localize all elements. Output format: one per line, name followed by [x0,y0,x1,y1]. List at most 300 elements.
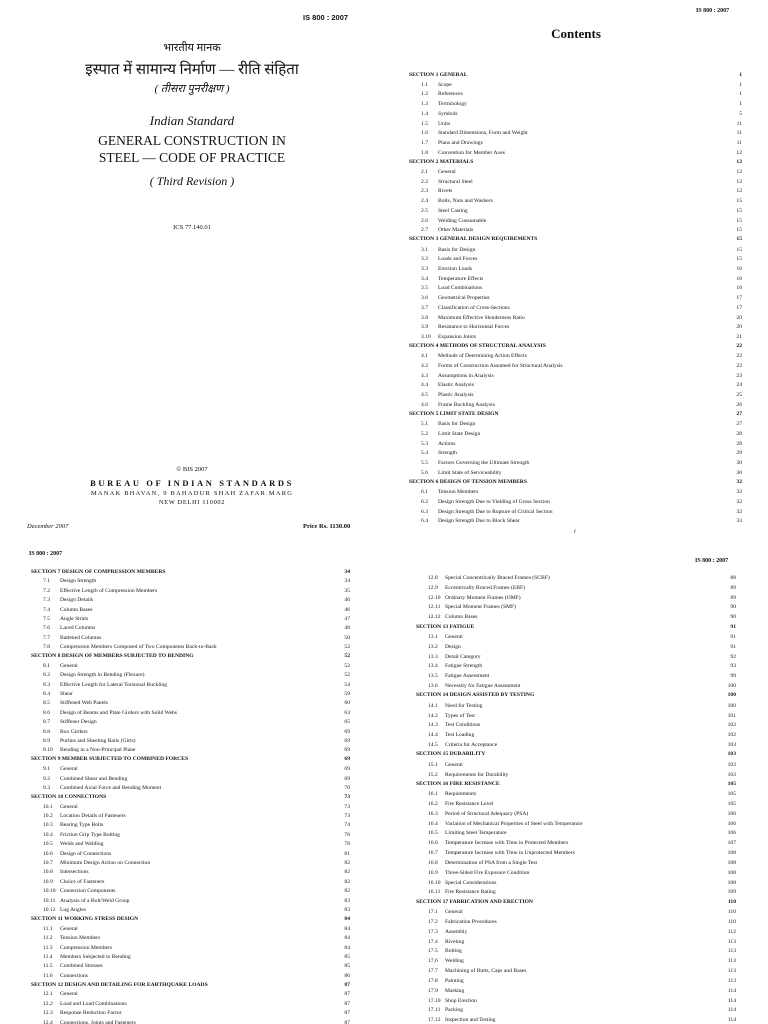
toc-entry-title: Test Conditions [445,722,481,729]
toc-entry-title: Lug Angles [60,906,86,913]
toc-page-number: 91 [730,633,736,640]
cover-header: IS 800 : 2007 [303,13,349,22]
toc-entry-title: Convention for Member Axes [438,149,505,156]
toc-entry-number: 7.1 [43,578,50,585]
toc-page-number: 105 [727,780,736,787]
toc-entry [31,785,350,791]
toc-page-number: 27 [736,421,742,428]
toc-entry-number: 10.2 [43,813,53,820]
toc-entry [416,772,736,778]
toc-entry [409,353,742,359]
toc-entry-number: 12.10 [428,594,441,601]
toc-entry-number: 17.11 [428,1007,441,1014]
toc-entry [416,595,736,601]
toc-page-number: 20 [736,314,742,321]
toc-entry [409,402,742,408]
toc-entry-title: Fire Resistance Rating [445,889,496,896]
toc-entry-title: Temperature Increase with Time in Protected Members [445,840,569,847]
contents-list-2 [31,569,350,1024]
toc-entry-title: Temperature Effects [438,275,484,282]
toc-entry-number: 6.2 [421,498,428,505]
toc-entry-title: Geometrical Properties [438,295,490,302]
toc-entry-title: Rivets [438,188,453,195]
toc-entry-title: Forms of Construction Assumed for Structural Analysis [438,363,563,370]
address-line-2: NEW DELHI 110002 [158,499,226,506]
toc-entry-title: General [60,766,78,773]
toc-entry-title: Analysis of a Bolt/Weld Group [60,897,130,904]
toc-section-heading [409,159,742,165]
page-footer-number: i [574,529,576,535]
toc-entry [409,450,742,456]
toc-page-number: 48 [344,625,350,632]
toc-entry-number: 1.7 [421,139,428,146]
toc-entry-title: Connection Components [60,888,116,895]
toc-entry-number: 17.5 [428,948,438,955]
toc-entry [409,363,742,369]
toc-entry [31,766,350,772]
toc-page-number: 24 [736,382,742,389]
toc-page-number: 59 [344,691,350,698]
toc-entry-number: 3.3 [421,266,428,273]
toc-entry-title: Inspection and Testing [445,1017,496,1024]
toc-entry [31,860,350,866]
toc-entry-title: Determination of PSA from a Single Test [445,859,538,866]
toc-entry-title: Stiffener Design [60,719,97,726]
toc-entry [416,1017,736,1023]
toc-page-number: 87 [344,1010,350,1017]
toc-entry [416,821,736,827]
toc-section-title: SECTION 8 DESIGN OF MEMBERS SUBJECTED TO BENDING [31,652,194,659]
toc-entry [416,909,736,915]
toc-entry-title: Structural Steel [438,178,473,185]
toc-entry [409,266,742,272]
toc-entry [409,140,742,146]
toc-page-number: 15 [736,246,742,253]
toc-section-title: SECTION 12 DESIGN AND DETAILING FOR EARTHQUAKE LOADS [31,981,208,988]
toc-entry [31,747,350,753]
toc-entry [31,597,350,603]
toc-page-number: 69 [344,737,350,744]
toc-page-number: 11 [736,120,742,127]
toc-entry-number: 11.5 [43,963,53,970]
toc-entry-number: 17.10 [428,997,441,1004]
toc-entry-number: 16.4 [428,820,438,827]
toc-entry-title: Welding [445,958,464,965]
toc-entry [31,578,350,584]
toc-entry [409,101,742,107]
toc-page-number: 114 [727,997,736,1004]
toc-page-number: 34 [344,578,350,585]
toc-entry-title: Combined Stresses [60,963,103,970]
toc-page-number: 50 [344,634,350,641]
toc-entry [31,738,350,744]
toc-entry-title: Maximum Effective Slenderness Ratio [438,314,525,321]
toc-entry [31,710,350,716]
toc-entry-title: Minimum Design Action on Connection [60,860,151,867]
toc-entry-number: 17.4 [428,938,438,945]
toc-entry [409,509,742,515]
toc-entry [31,644,350,650]
toc-section-heading [409,236,742,242]
toc-entry-title: Limiting Steel Temperature [445,830,507,837]
toc-page-number: 83 [344,897,350,904]
toc-page-number: 86 [344,972,350,979]
toc-page-number: 23 [736,372,742,379]
toc-entry-title: General [60,803,78,810]
page3-header: IS 800 : 2007 [29,551,63,557]
toc-entry-title: Box Girders [60,728,88,735]
toc-entry [31,832,350,838]
toc-entry-title: Steel Casting [438,207,468,214]
toc-entry [31,869,350,875]
toc-page-number: 17 [736,304,742,311]
toc-entry [416,978,736,984]
toc-entry [416,673,736,679]
toc-entry-number: 13.6 [428,683,438,690]
toc-page-number: 26 [736,401,742,408]
toc-entry-title: Assembly [445,928,468,935]
toc-entry-number: 4.5 [421,392,428,399]
toc-page-number: 35 [344,587,350,594]
toc-page-number: 103 [727,751,736,758]
toc-entry-title: Scope [438,81,452,88]
revision-label: ( Third Revision ) [149,174,235,188]
toc-entry-title: Laced Columns [60,625,96,632]
toc-entry-title: Terminology [438,101,467,108]
toc-entry [416,929,736,935]
toc-entry-title: Ordinary Moment Frames (OMF) [445,594,521,601]
toc-entry [409,227,742,233]
toc-entry [416,654,736,660]
toc-page-number: 82 [344,869,350,876]
toc-entry-title: Criteria for Acceptance [445,742,498,749]
toc-page-number: 100 [727,702,736,709]
toc-entry [31,841,350,847]
toc-entry [416,713,736,719]
toc-entry-title: Design Strength [60,578,97,585]
toc-entry [409,518,742,524]
toc-page-number: 15 [736,198,742,205]
toc-page-number: 100 [727,692,736,699]
toc-entry-number: 1.6 [421,130,428,137]
toc-page-number: 12 [736,169,742,176]
toc-entry-number: 9.2 [43,775,50,782]
toc-entry [416,830,736,836]
toc-page-number: 27 [736,411,742,418]
toc-entry-title: Units [438,120,451,127]
toc-entry [409,198,742,204]
toc-entry [416,998,736,1004]
toc-entry [416,801,736,807]
toc-page-number: 15 [736,207,742,214]
toc-entry-title: Column Bases [60,606,93,613]
toc-page-number: 5 [739,110,742,117]
toc-entry [409,208,742,214]
toc-page-number: 25 [736,392,742,399]
toc-entry-number: 6.1 [421,489,428,496]
toc-entry-title: Resistance to Horizontal Forces [438,324,510,331]
toc-entry-title: Erection Loads [438,266,473,273]
toc-entry-number: 16.9 [428,869,438,876]
toc-entry [416,850,736,856]
toc-entry-number: 17.12 [428,1017,441,1024]
toc-page-number: 92 [730,653,736,660]
toc-page-number: 100 [727,683,736,690]
toc-page-number: 114 [727,1007,736,1014]
toc-entry-title: Fabrication Procedures [445,918,497,925]
toc-entry-number: 12.12 [428,614,441,621]
toc-page-number: 12 [736,149,742,156]
contents-page-2 [0,540,384,1024]
toc-entry-title: Design Strength Due to Rupture of Critical Section [438,508,553,515]
toc-section-title: SECTION 10 CONNECTIONS [31,793,107,800]
toc-entry [409,470,742,476]
toc-entry-title: Machining of Butts, Caps and Bases [445,968,527,975]
toc-entry [409,324,742,330]
toc-entry-title: Angle Struts [60,615,89,622]
toc-section-heading [409,72,742,78]
toc-entry-number: 5.4 [421,450,428,457]
toc-section-heading [31,653,350,659]
toc-entry-title: Battened Columns [60,634,102,641]
toc-entry [416,948,736,954]
toc-page-number: 87 [344,991,350,998]
toc-entry [31,776,350,782]
toc-page-number: 106 [727,810,736,817]
toc-page-number: 106 [727,820,736,827]
toc-entry [31,625,350,631]
toc-entry [31,973,350,979]
toc-entry-title: Marking [445,987,465,994]
toc-entry [409,256,742,262]
toc-entry-number: 4.6 [421,401,428,408]
toc-page-number: 90 [730,604,736,611]
toc-entry [31,813,350,819]
toc-entry [31,963,350,969]
toc-section-title: SECTION 14 DESIGN ASSISTED BY TESTING [416,692,535,699]
toc-entry-number: 1.1 [421,81,428,88]
toc-entry-number: 1.5 [421,120,428,127]
toc-entry [409,460,742,466]
toc-entry-number: 3.7 [421,304,428,311]
toc-entry-number: 8.5 [43,700,50,707]
toc-entry [416,683,736,689]
toc-page-number: 82 [344,860,350,867]
toc-entry-number: 10.5 [43,841,53,848]
hindi-line-1: भारतीय मानक [163,42,221,54]
toc-page-number: 106 [727,830,736,837]
toc-entry-number: 14.2 [428,712,438,719]
toc-entry-number: 12.4 [43,1019,53,1024]
toc-section-title: SECTION 17 FABRICATION AND ERECTION [416,898,533,905]
toc-entry-title: Design Details [60,597,94,604]
toc-entry-title: Bearing Type Bolts [60,822,104,829]
toc-entry-title: Basis for Design [438,246,476,253]
toc-entry-title: Standard Dimensions, Form and Weight [438,130,528,137]
toc-page-number: 33 [736,518,742,525]
toc-entry [31,663,350,669]
toc-entry [409,111,742,117]
toc-entry [409,421,742,427]
toc-entry-number: 2.1 [421,169,428,176]
toc-entry [31,879,350,885]
toc-entry [31,635,350,641]
title-line-2: STEEL — CODE OF PRACTICE [98,150,286,165]
toc-entry [31,700,350,706]
toc-entry-title: General [60,662,78,669]
toc-entry [409,315,742,321]
contents-list-3 [416,575,736,1024]
indian-standard-label: Indian Standard [149,113,235,128]
toc-page-number: 107 [727,840,736,847]
toc-entry-number: 16.2 [428,801,438,807]
toc-entry-title: Welds and Welding [60,841,104,848]
toc-entry [409,218,742,224]
toc-section-title: SECTION 6 DESIGN OF TENSION MEMBERS [409,478,527,485]
toc-page-number: 87 [344,1000,350,1007]
toc-section-heading [416,692,736,698]
toc-entry-number: 12.3 [43,1010,53,1017]
toc-section-title: SECTION 13 FATIGUE [416,623,475,630]
toc-entry [416,663,736,669]
toc-page-number: 17 [736,295,742,302]
toc-entry [416,644,736,650]
toc-page-number: 83 [344,906,350,913]
toc-page-number: 15 [736,227,742,234]
toc-entry-number: 11.6 [43,972,53,979]
toc-page-number: 87 [344,981,350,988]
toc-page-number: 87 [344,1019,350,1024]
toc-page-number: 81 [344,850,350,857]
toc-entry [31,898,350,904]
toc-page-number: 113 [727,968,736,975]
toc-entry-number: 2.5 [421,207,428,214]
toc-page-number: 15 [736,217,742,224]
toc-entry-number: 3.6 [421,295,428,302]
toc-entry-number: 7.5 [43,615,50,622]
toc-entry [31,1001,350,1007]
toc-entry [31,804,350,810]
toc-entry-number: 8.6 [43,709,50,716]
toc-entry-title: Fire Resistance Level [445,801,494,807]
toc-page-number: 109 [727,889,736,896]
toc-entry-title: Packing [445,1007,464,1014]
toc-entry-number: 8.9 [43,737,50,744]
toc-page-number: 93 [730,663,736,670]
toc-page-number: 85 [344,953,350,960]
toc-entry-title: Shop Erection [445,997,477,1004]
toc-entry [409,169,742,175]
toc-entry-number: 10.8 [43,869,53,876]
toc-entry [31,888,350,894]
toc-entry-number: 13.3 [428,653,438,660]
toc-page-number: 103 [727,761,736,768]
toc-entry-number: 12.11 [428,604,441,611]
toc-page-number: 91 [730,643,736,650]
toc-entry-title: Connections [60,972,88,979]
toc-page-number: 16 [736,266,742,273]
toc-entry [31,935,350,941]
toc-page-number: 47 [344,615,350,622]
toc-entry-number: 7.6 [43,625,50,632]
hindi-title: इस्पात में सामान्य निर्माण — रीति संहिता [85,62,299,78]
toc-page-number: 99 [730,673,736,680]
toc-entry [31,672,350,678]
toc-entry-number: 5.1 [421,421,428,428]
toc-page-number: 22 [736,353,742,360]
toc-entry [416,880,736,886]
toc-page-number: 114 [727,987,736,994]
toc-page-number: 113 [727,948,736,955]
toc-entry [31,1010,350,1016]
toc-entry [416,604,736,610]
toc-entry-title: Limit State of Serviceability [438,469,502,476]
toc-entry-number: 7.7 [43,634,50,641]
toc-section-heading [409,411,742,417]
toc-entry-number: 10.1 [43,803,53,810]
toc-page-number: 15 [736,236,742,243]
toc-page-number: 29 [736,450,742,457]
toc-entry [31,954,350,960]
toc-entry-title: Purlins and Sheeting Rails (Girts) [60,737,136,744]
toc-page-number: 108 [727,879,736,886]
toc-entry-number: 15.1 [428,761,438,768]
toc-entry-number: 2.3 [421,188,428,195]
toc-entry [416,889,736,895]
toc-entry-number: 8.1 [43,662,50,669]
toc-page-number: 88 [730,575,736,581]
toc-entry-title: Basis for Design [438,421,476,428]
toc-section-title: SECTION 5 LIMIT STATE DESIGN [409,411,499,418]
toc-page-number: 22 [736,363,742,370]
toc-entry-title: Types of Test [445,712,475,719]
toc-entry-number: 11.4 [43,953,53,960]
toc-entry-title: General [60,925,78,932]
toc-entry-number: 3.2 [421,256,428,263]
toc-entry-number: 14.1 [428,702,438,709]
toc-page-number: 32 [736,498,742,505]
toc-entry-title: Plans and Drawings [438,139,483,146]
toc-entry-title: Symbols [438,110,458,117]
toc-entry-title: Special Considerations [445,879,497,886]
toc-entry-number: 16.11 [428,889,441,896]
toc-entry-title: Requirements for Durability [445,771,509,778]
toc-entry-title: Special Moment Frames (SMF) [445,604,517,611]
toc-entry-number: 10.7 [43,860,53,867]
toc-section-title: SECTION 9 MEMBER SUBJECTED TO COMBINED FORCES [31,756,189,763]
toc-entry-title: Friction Grip Type Bolting [60,831,120,838]
toc-entry-title: Load and Load Combinations [60,1000,127,1007]
toc-entry-number: 12.8 [428,575,438,581]
toc-entry [409,150,742,156]
toc-entry-number: 8.2 [43,672,50,679]
toc-entry-title: Effective Length for Lateral Torsional Buckling [60,681,168,688]
toc-entry-title: Connections, Joints and Fasteners [60,1019,136,1024]
toc-entry-number: 4.1 [421,353,428,360]
toc-entry-title: Combined Axial Force and Bending Moment [60,784,162,791]
toc-entry [409,247,742,253]
toc-entry-number: 1.2 [421,91,428,98]
publication-date: December 2007 [27,523,69,530]
toc-entry-number: 10.3 [43,822,53,829]
toc-page-number: 11 [736,130,742,137]
toc-entry-title: Bolts, Nuts and Washers [438,198,493,205]
toc-entry [409,179,742,185]
toc-entry [416,870,736,876]
toc-entry-number: 16.5 [428,830,438,837]
toc-page-number: 11 [736,139,742,146]
toc-entry [31,822,350,828]
